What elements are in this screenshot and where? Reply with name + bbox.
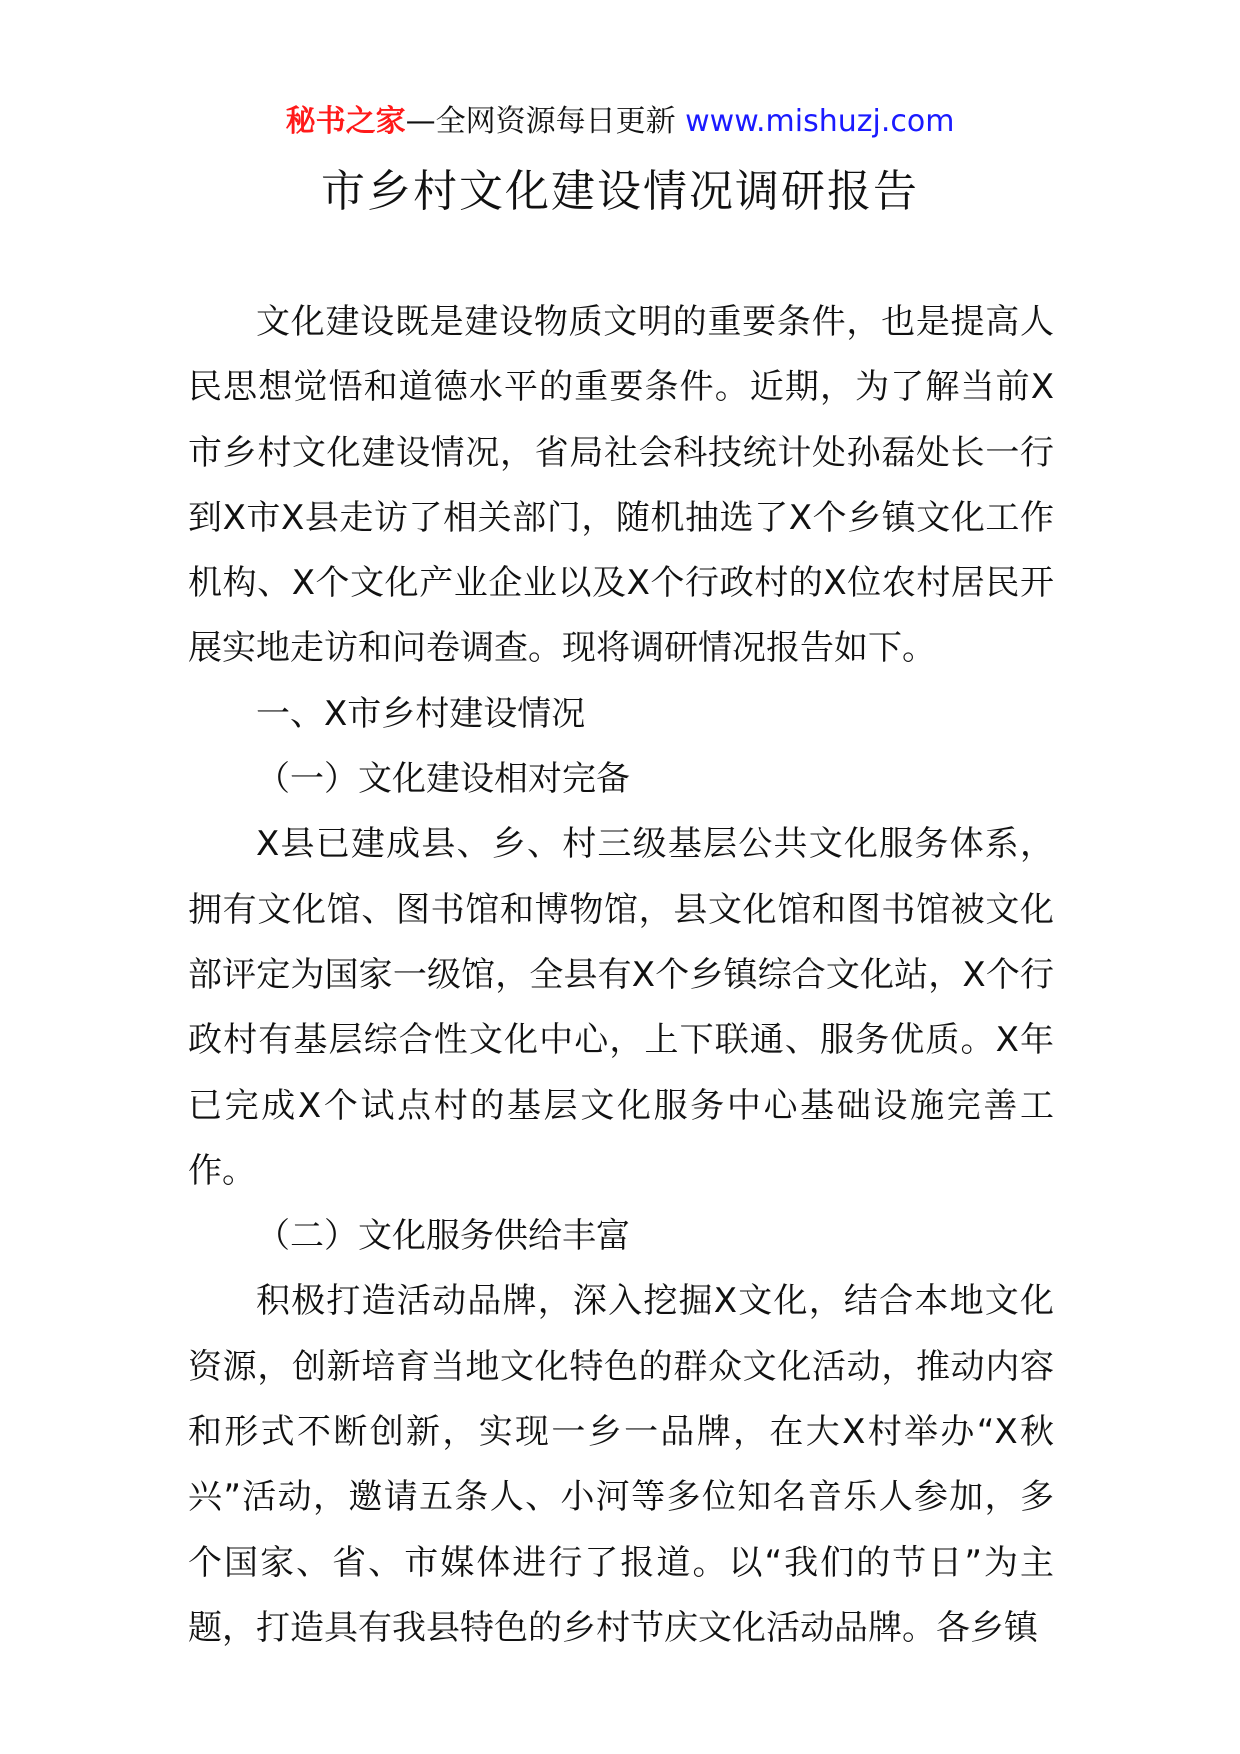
subsection-heading-2: （二）文化服务供给丰富 [256, 1216, 630, 1257]
subsection-heading-1: （一）文化建设相对完备 [256, 759, 630, 800]
site-url-link[interactable]: www.mishuzj.com [685, 104, 955, 139]
paragraph-facilities: X县已建成县、乡、村三级基层公共文化服务体系，拥有文化馆、图书馆和博物馆，县文化馆和图书馆被文化部评定为国家一级馆，全县有X个乡镇综合文化站，X个行政村有基层综合性文化中心，上下联通、服务优质。X年已完成X个试点村的基层文化服务中心基础设施完善工作。 [188, 824, 1054, 1191]
header-tagline: —全网资源每日更新 [405, 104, 676, 139]
document-body [188, 290, 1054, 1661]
page-title: 市乡村文化建设情况调研报告 [321, 166, 919, 217]
paragraph-services: 积极打造活动品牌，深入挖掘X文化，结合本地文化资源，创新培育当地文化特色的群众文化活动，推动内容和形式不断创新，实现一乡一品牌，在大X村举办“X秋兴”活动，邀请五条人、小河等多位知名音乐人参加，多个国家、省、市媒体进行了报道。以“我们的节日”为主题，打造具有我县特色的乡村节庆文化活动品牌。各乡镇 [188, 1281, 1054, 1648]
site-header [0, 100, 1240, 144]
brand-name: 秘书之家 [285, 104, 406, 139]
intro-paragraph: 文化建设既是建设物质文明的重要条件，也是提高人民思想觉悟和道德水平的重要条件。近期，为了解当前X市乡村文化建设情况，省局社会科技统计处孙磊处长一行到X市X县走访了相关部门，随机抽选了X个乡镇文化工作机构、X个文化产业企业以及X个行政村的X位农村居民开展实地走访和问卷调查。现将调研情况报告如下。 [188, 302, 1054, 669]
section-heading-1: 一、X市乡村建设情况 [256, 693, 586, 734]
